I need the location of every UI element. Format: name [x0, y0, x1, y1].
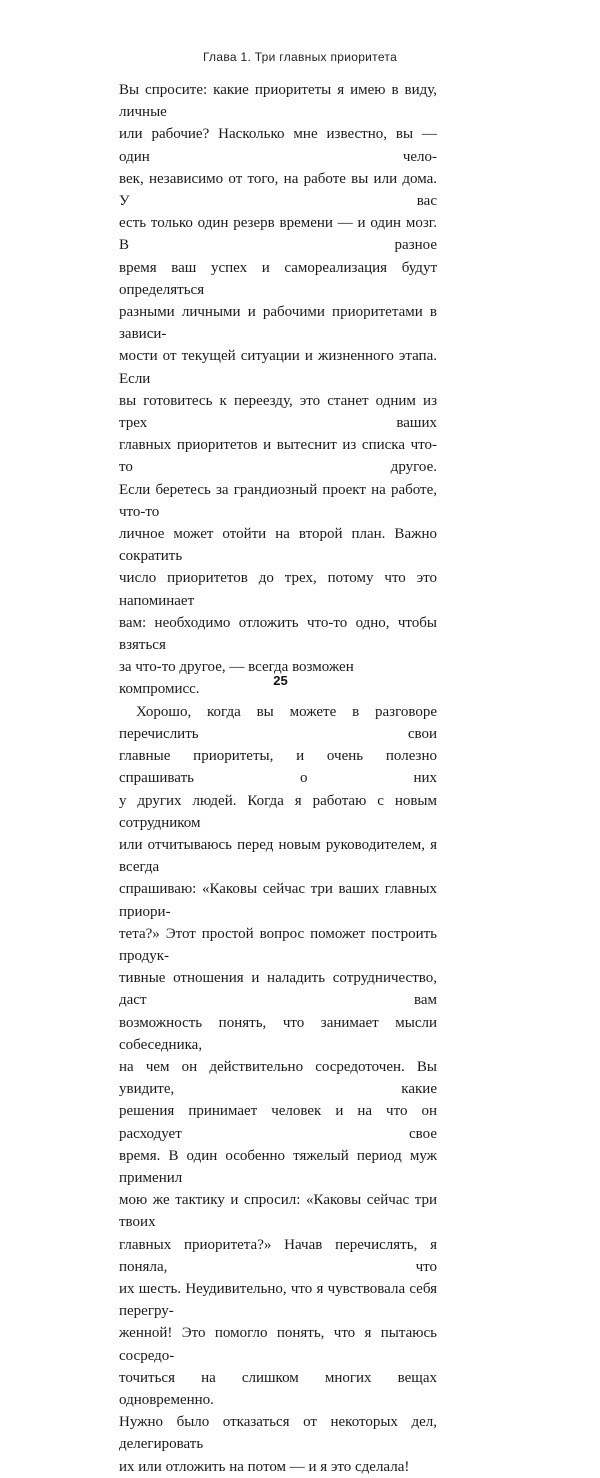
text-line: мою же тактику и спросил: «Каковы сейчас три твоих — [119, 1192, 437, 1231]
text-line: главных приоритета?» Начав перечислять, я поняла, что — [119, 1236, 437, 1275]
text-line: женной! Это помогло понять, что я пытаюсь сосредо- — [119, 1325, 437, 1364]
page-number: 25 — [273, 673, 288, 688]
text-line: Нужно было отказаться от некоторых дел, делегировать — [119, 1414, 437, 1453]
text-line: или отчитываюсь перед новым руководителем, я всегда — [119, 836, 437, 876]
text-line: главных приоритетов и вытеснит из списка что-то другое. — [119, 437, 437, 476]
paragraph — [119, 79, 437, 701]
text-line: вы готовитесь к переезду, это станет одним из трех ваших — [119, 392, 437, 432]
text-line: спрашиваю: «Каковы сейчас три ваших главных приори- — [119, 881, 437, 920]
text-line: век, независимо от того, на работе вы или дома. У вас — [119, 170, 437, 210]
text-line: решения принимает человек и на что он расходует свое — [119, 1103, 437, 1142]
running-head: Глава 1. Три главных приоритета — [202, 50, 398, 64]
text-line: личное может отойти на второй план. Важно сократить — [119, 526, 437, 565]
text-line: есть только один резерв времени — и один мозг. В разное — [119, 215, 437, 254]
text-line: у других людей. Когда я работаю с новым сотрудником — [119, 792, 437, 831]
text-line: Если беретесь за грандиозный проект на работе, что-то — [119, 481, 437, 520]
paragraph — [119, 701, 437, 1478]
body-text — [119, 79, 437, 1478]
text-line: точиться на слишком многих вещах одновременно. — [119, 1369, 437, 1408]
text-line: тета?» Этот простой вопрос поможет построить продук- — [119, 925, 437, 964]
text-line: за что-то другое, — всегда возможен компромисс. — [119, 659, 354, 698]
text-line: тивные отношения и наладить сотрудничество, даст вам — [119, 970, 437, 1009]
text-line: время. В один особенно тяжелый период муж применил — [119, 1147, 437, 1186]
text-line: время ваш успех и самореализация будут определяться — [119, 259, 437, 298]
text-line: возможность понять, что занимает мысли собеседника, — [119, 1014, 437, 1053]
text-line: мости от текущей ситуации и жизненного этапа. Если — [119, 348, 437, 387]
text-line: их или отложить на потом — и я это сделала! — [119, 1458, 410, 1475]
text-line: Хорошо, когда вы можете в разговоре перечислить свои — [119, 703, 437, 742]
text-line: их шесть. Неудивительно, что я чувствовала себя перегру- — [119, 1280, 437, 1320]
text-line: или рабочие? Насколько мне известно, вы — один чело- — [119, 126, 437, 165]
text-line: число приоритетов до трех, потому что это напоминает — [119, 570, 437, 609]
text-line: разными личными и рабочими приоритетами в зависи- — [119, 304, 437, 343]
text-line: на чем он действительно сосредоточен. Вы увидите, какие — [119, 1058, 437, 1098]
text-line: главные приоритеты, и очень полезно спрашивать о них — [119, 748, 437, 787]
text-line: Вы спросите: какие приоритеты я имею в виду, личные — [119, 82, 437, 121]
text-line: вам: необходимо отложить что-то одно, чтобы взяться — [119, 614, 437, 654]
